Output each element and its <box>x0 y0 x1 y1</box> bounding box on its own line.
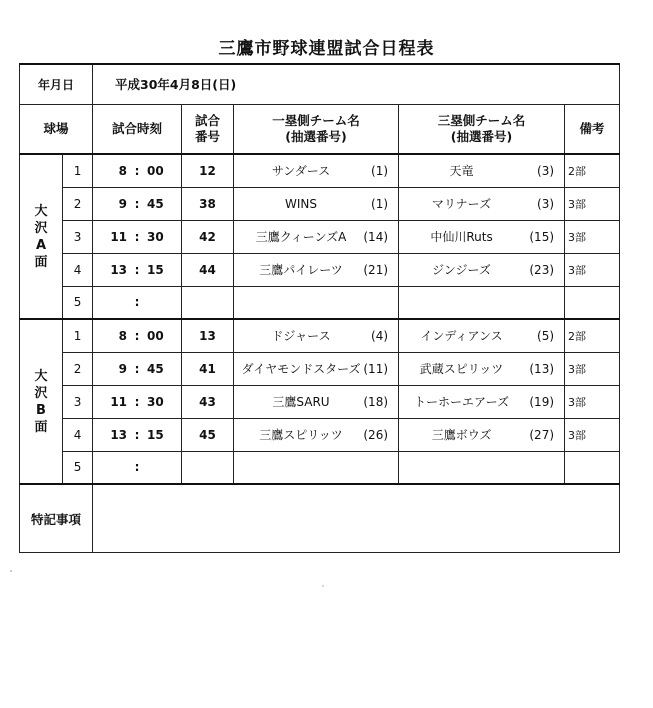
header-first-base-line2: (抽選番号) <box>285 128 347 144</box>
table-row <box>20 187 620 220</box>
time-separator: : <box>134 262 140 277</box>
third-base-team <box>399 154 565 187</box>
row-number: 5 <box>63 451 93 484</box>
time-separator: : <box>134 295 140 310</box>
match-number: 41 <box>182 352 234 385</box>
venue-name-char: A <box>35 237 47 253</box>
third-base-team <box>399 253 565 286</box>
first-base-team <box>234 319 399 352</box>
first-base-team-name: WINS <box>285 196 318 211</box>
remarks-cell: 3部 <box>565 352 620 385</box>
third-base-team <box>399 286 565 319</box>
third-base-team-name: ジンジーズ <box>432 263 491 277</box>
remarks-cell <box>565 286 620 319</box>
venue-name-char: B <box>36 402 46 418</box>
time-separator: : <box>134 196 140 211</box>
third-base-team <box>399 220 565 253</box>
third-base-team-name: トーホーエアーズ <box>413 395 510 409</box>
row-number: 2 <box>63 352 93 385</box>
third-base-team <box>399 418 565 451</box>
first-base-team <box>234 220 399 253</box>
match-number: 44 <box>182 253 234 286</box>
third-base-team-name: 三鷹ボウズ <box>431 428 492 442</box>
first-base-lot-number: (14) <box>363 229 389 244</box>
third-base-lot-number: (23) <box>529 262 555 277</box>
header-first-base <box>234 104 399 154</box>
first-base-team-name: ダイヤモンドスターズ <box>241 362 361 376</box>
remarks-cell <box>565 451 620 484</box>
schedule-table <box>19 63 620 553</box>
venue-name-char: 面 <box>34 419 48 435</box>
remarks-cell: 3部 <box>565 253 620 286</box>
scan-speck <box>10 570 12 572</box>
match-time <box>93 418 182 451</box>
match-time <box>93 253 182 286</box>
venue-name <box>20 154 63 319</box>
match-time <box>93 352 182 385</box>
first-base-team-name: 三鷹スピリッツ <box>259 428 343 442</box>
time-hour: 8 <box>118 328 128 343</box>
row-number: 4 <box>63 253 93 286</box>
first-base-team <box>234 154 399 187</box>
header-time: 試合時刻 <box>93 104 182 154</box>
header-row <box>20 104 620 154</box>
third-base-team-name: 天竜 <box>449 164 474 179</box>
table-row <box>20 286 620 319</box>
row-number: 3 <box>63 385 93 418</box>
venue-name-char: 面 <box>34 254 48 270</box>
first-base-team <box>234 418 399 451</box>
first-base-lot-number: (1) <box>371 163 389 178</box>
third-base-lot-number: (15) <box>529 229 555 244</box>
match-number: 45 <box>182 418 234 451</box>
time-minute: 00 <box>147 328 164 343</box>
table-row <box>20 418 620 451</box>
first-base-team-name: サンダース <box>271 164 331 179</box>
first-base-team <box>234 253 399 286</box>
header-first-base-line1: 一塁側チーム名 <box>272 112 360 128</box>
third-base-lot-number: (3) <box>537 196 555 211</box>
first-base-team-name: 三鷹SARU <box>272 395 330 409</box>
match-number: 12 <box>182 154 234 187</box>
first-base-lot-number: (26) <box>363 427 389 442</box>
date-value: 平成30年4月8日(日) <box>93 64 620 104</box>
time-separator: : <box>134 229 140 244</box>
third-base-lot-number: (3) <box>537 163 555 178</box>
table-row <box>20 253 620 286</box>
time-hour: 9 <box>118 196 128 211</box>
match-number: 42 <box>182 220 234 253</box>
match-time <box>93 187 182 220</box>
third-base-team-name: マリナーズ <box>431 197 492 211</box>
third-base-team-name: 武蔵スピリッツ <box>419 362 504 376</box>
time-hour: 9 <box>118 361 128 376</box>
table-row <box>20 385 620 418</box>
time-separator: : <box>134 427 140 442</box>
third-base-lot-number: (19) <box>529 394 555 409</box>
first-base-lot-number: (11) <box>363 361 389 376</box>
row-number: 3 <box>63 220 93 253</box>
remarks-cell: 3部 <box>565 220 620 253</box>
time-separator: : <box>134 361 140 376</box>
third-base-team <box>399 319 565 352</box>
time-minute: 15 <box>147 427 164 442</box>
time-hour: 13 <box>110 427 128 442</box>
time-separator: : <box>134 328 140 343</box>
time-hour: 11 <box>110 394 128 409</box>
row-number: 5 <box>63 286 93 319</box>
first-base-lot-number: (1) <box>371 196 389 211</box>
table-row <box>20 319 620 352</box>
first-base-lot-number: (18) <box>363 394 389 409</box>
header-venue: 球場 <box>20 104 93 154</box>
match-time <box>93 220 182 253</box>
match-time <box>93 319 182 352</box>
third-base-lot-number: (13) <box>529 361 555 376</box>
date-label: 年月日 <box>20 64 93 104</box>
remarks-cell: 2部 <box>565 154 620 187</box>
first-base-team-name: ドジャース <box>271 329 331 344</box>
third-base-team <box>399 451 565 484</box>
header-remarks: 備考 <box>565 104 620 154</box>
row-number: 1 <box>63 319 93 352</box>
schedule-body <box>20 64 620 553</box>
table-row <box>20 352 620 385</box>
date-row <box>20 64 620 104</box>
header-match-no-line1: 試合 <box>195 112 221 128</box>
first-base-team <box>234 385 399 418</box>
special-notes-label: 特記事項 <box>20 484 93 553</box>
header-third-base-line2: (抽選番号) <box>450 128 513 144</box>
venue-name <box>20 319 63 484</box>
time-minute: 45 <box>147 361 164 376</box>
third-base-team-name: 中仙川Ruts <box>430 230 493 244</box>
remarks-cell: 3部 <box>565 418 620 451</box>
time-minute: 30 <box>147 229 164 244</box>
third-base-team-name: インディアンス <box>420 329 503 344</box>
row-number: 1 <box>63 154 93 187</box>
match-number <box>182 451 234 484</box>
venue-name-char: 大 <box>34 368 48 384</box>
match-time <box>93 451 182 484</box>
time-minute: 00 <box>147 163 164 178</box>
scan-speck <box>322 585 324 587</box>
special-notes-row <box>20 484 620 553</box>
table-row <box>20 154 620 187</box>
match-number: 13 <box>182 319 234 352</box>
first-base-lot-number: (21) <box>363 262 389 277</box>
table-row <box>20 220 620 253</box>
row-number: 2 <box>63 187 93 220</box>
time-hour: 8 <box>118 163 128 178</box>
third-base-team <box>399 352 565 385</box>
match-number: 38 <box>182 187 234 220</box>
first-base-team-name: 三鷹クィーンズA <box>255 230 347 244</box>
time-separator: : <box>134 163 140 178</box>
remarks-cell: 3部 <box>565 385 620 418</box>
document-title: 三鷹市野球連盟試合日程表 <box>218 39 435 59</box>
header-third-base <box>399 104 565 154</box>
header-match-no <box>182 104 234 154</box>
third-base-team <box>399 187 565 220</box>
venue-name-char: 沢 <box>34 220 48 236</box>
time-hour: 11 <box>110 229 128 244</box>
first-base-team <box>234 451 399 484</box>
third-base-team <box>399 385 565 418</box>
first-base-lot-number: (4) <box>371 328 389 343</box>
match-time <box>93 385 182 418</box>
third-base-lot-number: (27) <box>529 427 555 442</box>
special-notes-value <box>93 484 620 553</box>
venue-name-char: 大 <box>34 203 48 219</box>
time-minute: 15 <box>147 262 164 277</box>
third-base-lot-number: (5) <box>537 328 555 343</box>
time-minute: 30 <box>147 394 164 409</box>
time-hour: 13 <box>110 262 128 277</box>
match-time <box>93 154 182 187</box>
match-number: 43 <box>182 385 234 418</box>
remarks-cell: 3部 <box>565 187 620 220</box>
first-base-team <box>234 352 399 385</box>
remarks-cell: 2部 <box>565 319 620 352</box>
match-number <box>182 286 234 319</box>
first-base-team <box>234 286 399 319</box>
row-number: 4 <box>63 418 93 451</box>
first-base-team <box>234 187 399 220</box>
time-minute: 45 <box>147 196 164 211</box>
time-separator: : <box>134 460 140 475</box>
table-row <box>20 451 620 484</box>
match-time <box>93 286 182 319</box>
first-base-team-name: 三鷹パイレーツ <box>259 263 343 277</box>
venue-name-char: 沢 <box>34 385 48 401</box>
time-separator: : <box>134 394 140 409</box>
header-match-no-line2: 番号 <box>195 128 221 144</box>
header-third-base-line1: 三塁側チーム名 <box>437 112 526 128</box>
